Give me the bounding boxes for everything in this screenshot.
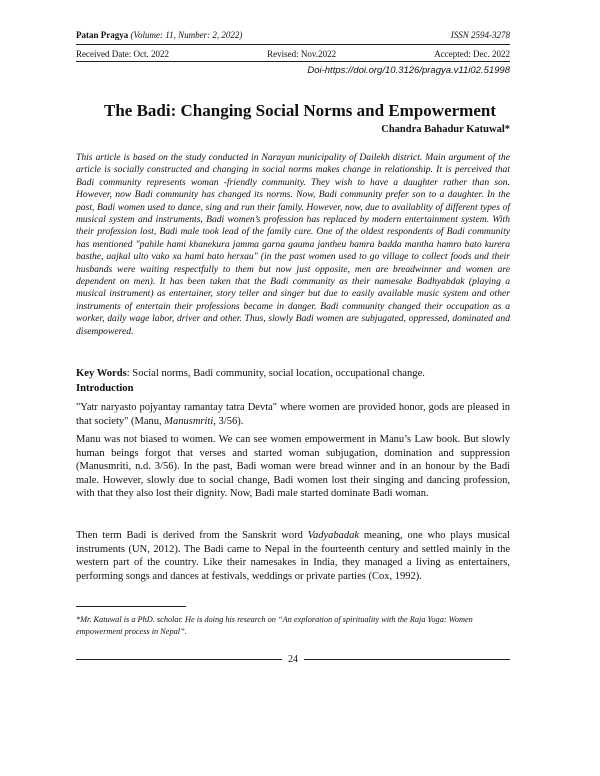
journal-name: Patan Pragya xyxy=(76,30,129,40)
keywords-text: : Social norms, Badi community, social location, occupational change. xyxy=(126,368,425,379)
article-title: The Badi: Changing Social Norms and Empowerment xyxy=(104,101,496,121)
introduction-heading: Introduction xyxy=(76,383,134,394)
journal-header xyxy=(76,30,510,40)
accepted-date: Accepted: Dec. 2022 xyxy=(434,49,510,59)
footnote-rule xyxy=(76,606,186,607)
footer-rule-left xyxy=(76,659,282,660)
intro-paragraph-3: Then term Badi is derived from the Sanskrit word Vadyabadak meaning, one who plays musical instruments (UN, 2012). The Badi came to Nepal in the fourteenth century and settled mainly in the western part of the country. Like their namesakes in India, they managed a living as entertainers, performing songs and dances at festivals, weddings or private parties (Cox, 1992). xyxy=(76,530,510,582)
issn: ISSN 2594-3278 xyxy=(450,30,510,40)
journal-volume: (Volume: 11, Number: 2, 2022) xyxy=(130,30,243,40)
intro-paragraph-1: "Yatr naryasto pojyantay ramantay tatra Devta" where women are provided honor, gods are pleased in that society" (Manu, Manusmriti, 3/56). xyxy=(76,402,510,427)
keywords xyxy=(76,368,510,379)
doi-link[interactable]: Doi-https://doi.org/10.3126/pragya.v11i02.51998 xyxy=(307,65,510,76)
header-rule-top xyxy=(76,44,510,45)
date-line xyxy=(76,49,510,59)
intro-paragraph-2: Manu was not biased to women. We can see women empowerment in Manu’s Law book. But slowly human beings forgot that verses and started woman subjugation, domination and suppression (Manusmriti, n.d. 3/56). In the past, Badi woman were bread winner and in an honour by the Badi male. However, slowly due to social change, Badi women lost their singing and dancing profession, with that they also lost their dignity. Now, Badi male started dominate Badi woman. xyxy=(76,434,510,500)
page-number: 24 xyxy=(288,653,298,665)
abstract: This article is based on the study conducted in Narayan municipality of Dailekh district. Main argument of the article is socially constructed and changing in social norms makes change in relationship. It is perceived that Badi community represents woman -friendly community. They wish to have a daughter rather than son. However, now Badi community has changed its norms. Now, Badi community prefer son to a daughter. In the past, Badi women used to dance, sing and run their family. However, now, due to availablity of different types of musical system and instruments, Badi women’s profession has replaced by modern entertainment system. With their profession lost, Badi male took lead of the family care. One of the oldest respondents of Badi community has mentioned "pahile hami khanekura jamma garna gauma jantheu hamra badda mantha hamro bato kurera basthe, aajkal ulto vako xa hami bato herxau" (in the past women used to go village to collect foods and their husbands were waiting respectfully to them but now just opposite, men are breadwinner and women are dependent on men). It has been taken that the Badi community as their namesake Badhyabdak (playing a musical instrument) as entertainer, story teller and singer but due to easily available music system and other instruments of entertain their professions became in danger. Badi community changed their occupation as a worker, daily wage labor, driver and other. Thus, slowly Badi women are subjugated, oppressed, dominated and disempowered. xyxy=(76,152,510,337)
footnote: *Mr. Katuwal is a PhD. scholar. He is doing his research on “An exploration of spirituality with the Raja Yoga: Women empowerment process in Nepal”. xyxy=(76,615,473,636)
keywords-label: Key Words xyxy=(76,368,127,379)
journal-citation xyxy=(76,30,242,40)
page-footer xyxy=(76,652,510,666)
received-date: Received Date: Oct. 2022 xyxy=(76,49,169,59)
header-rule-bottom xyxy=(76,61,510,62)
author-name: Chandra Bahadur Katuwal* xyxy=(381,124,510,135)
revised-date: Revised: Nov.2022 xyxy=(267,49,337,59)
footer-rule-right xyxy=(304,659,510,660)
